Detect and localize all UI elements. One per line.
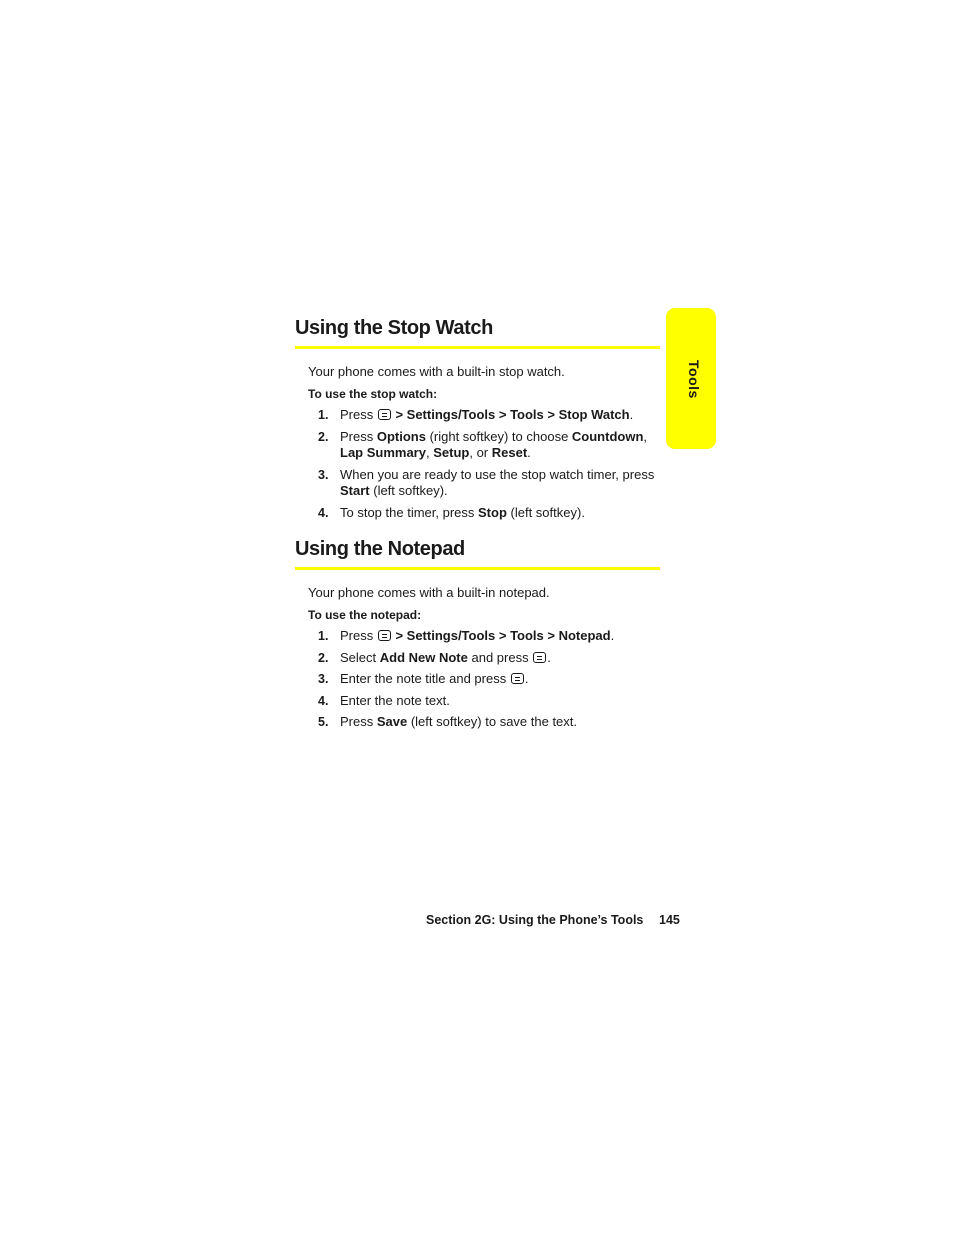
notepad-subhead: To use the notepad: [308, 608, 422, 622]
notepad-steps [295, 628, 660, 731]
list-item: 3. When you are ready to use the stop watch timer, press Start (left softkey). [318, 466, 655, 498]
list-item: 1. Press > Settings/Tools > Tools > Stop Watch. [318, 407, 634, 422]
page-number: 145 [659, 913, 680, 927]
stopwatch-heading: Using the Stop Watch [295, 316, 660, 349]
list-item: 3. Enter the note title and press . [318, 671, 529, 686]
menu-key-icon [378, 630, 391, 641]
stopwatch-steps [295, 407, 660, 521]
list-item: 5. Press Save (left softkey) to save the text. [318, 714, 578, 729]
notepad-intro: Your phone comes with a built-in notepad. [308, 585, 550, 600]
stopwatch-subhead: To use the stop watch: [308, 387, 438, 401]
list-item: 4. Enter the note text. [318, 692, 450, 708]
list-item: 4. To stop the timer, press Stop (left softkey). [318, 504, 585, 520]
notepad-heading: Using the Notepad [295, 537, 660, 570]
menu-key-icon [511, 673, 524, 684]
side-tab-label: Tools [686, 360, 702, 399]
notepad-section [295, 537, 660, 736]
list-item: 2. Press Options (right softkey) to choose Countdown, Lap Summary, Setup, or Reset. [318, 428, 648, 460]
menu-key-icon [378, 409, 391, 420]
menu-key-icon [533, 652, 546, 663]
list-item: 1. Press > Settings/Tools > Tools > Notepad. [318, 628, 615, 643]
list-item: 2. Select Add New Note and press . [318, 649, 551, 665]
stopwatch-intro: Your phone comes with a built-in stop watch. [308, 364, 565, 379]
stopwatch-section [295, 316, 660, 526]
footer-section-title: Section 2G: Using the Phone’s Tools [426, 913, 644, 927]
